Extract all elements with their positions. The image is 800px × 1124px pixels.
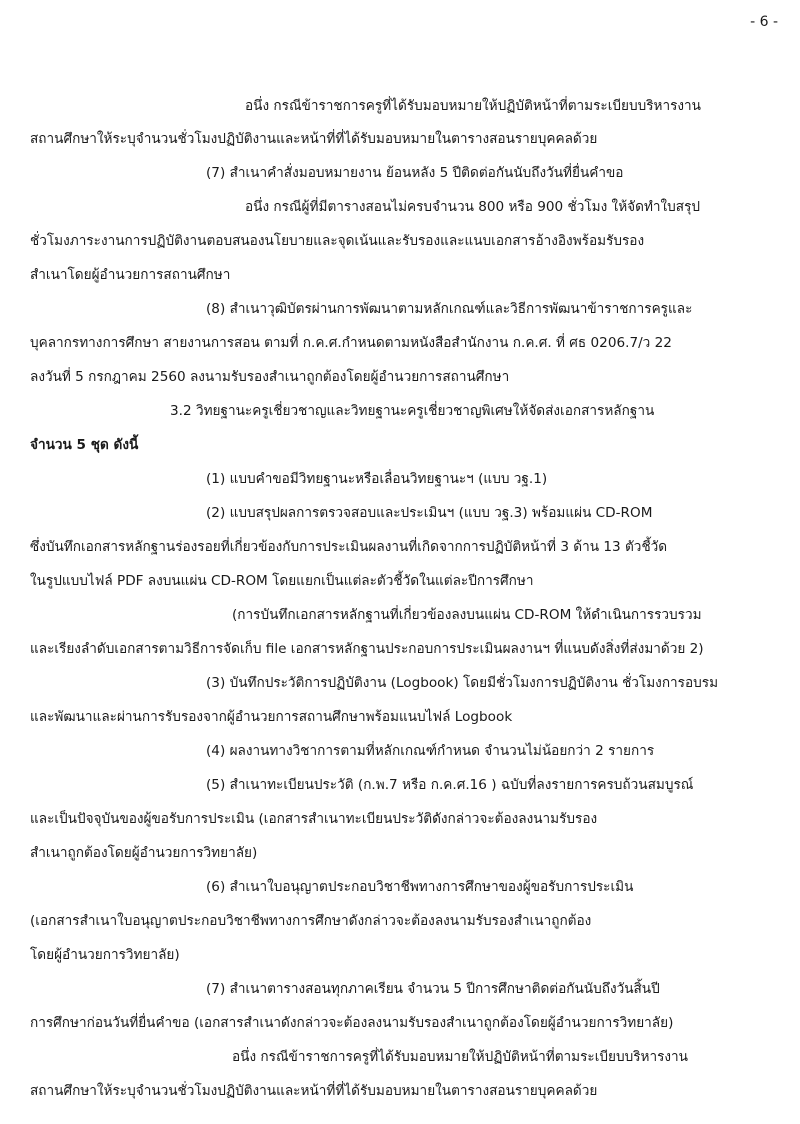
- paragraph-line: และเรียงลำดับเอกสารตามวิธีการจัดเก็บ file เอกสารหลักฐานประกอบการประเมินผลงานฯ ที่แนบดังสิ่งที่ส่งมาด้วย 2): [30, 641, 704, 657]
- page-number: - 6 -: [750, 14, 778, 30]
- paragraph-line: ลงวันที่ 5 กรกฎาคม 2560 ลงนามรับรองสำเนาถูกต้องโดยผู้อำนวยการสถานศึกษา: [30, 369, 510, 385]
- section-heading-line: จำนวน 5 ชุด ดังนี้: [30, 437, 139, 453]
- paragraph-line: ในรูปแบบไฟล์ PDF ลงบนแผ่น CD-ROM โดยแยกเป็นแต่ละตัวชี้วัดในแต่ละปีการศึกษา: [30, 573, 534, 589]
- paragraph-line: โดยผู้อำนวยการวิทยาลัย): [30, 947, 180, 963]
- paragraph-line: (การบันทึกเอกสารหลักฐานที่เกี่ยวข้องลงบนแผ่น CD-ROM ให้ดำเนินการรวบรวม: [232, 607, 702, 623]
- paragraph-line: และพัฒนาและผ่านการรับรองจากผู้อำนวยการสถานศึกษาพร้อมแนบไฟล์ Logbook: [30, 709, 513, 725]
- paragraph-line: (เอกสารสำเนาใบอนุญาตประกอบวิชาชีพทางการศึกษาดังกล่าวจะต้องลงนามรับรองสำเนาถูกต้อง: [30, 913, 592, 929]
- paragraph-line: ซึ่งบันทึกเอกสารหลักฐานร่องรอยที่เกี่ยวข้องกับการประเมินผลงานที่เกิดจากการปฏิบัติหน้าที่ 3 ด้าน 13 ตัวชี้วัด: [30, 539, 668, 555]
- paragraph-line: ชั่วโมงภาระงานการปฏิบัติงานตอบสนองนโยบายและจุดเน้นและรับรองและแนบเอกสารอ้างอิงพร้อมรับรอง: [30, 233, 645, 249]
- paragraph-line: สถานศึกษาให้ระบุจำนวนชั่วโมงปฏิบัติงานและหน้าที่ที่ได้รับมอบหมายในตารางสอนรายบุคคลด้วย: [30, 1083, 598, 1099]
- section-heading-line: 3.2 วิทยฐานะครูเชี่ยวชาญและวิทยฐานะครูเชี่ยวชาญพิเศษให้จัดส่งเอกสารหลักฐาน: [170, 403, 655, 419]
- list-item-line: (1) แบบคำขอมีวิทยฐานะหรือเลื่อนวิทยฐานะฯ (แบบ วฐ.1): [206, 471, 548, 487]
- list-item-line: (3) บันทึกประวัติการปฏิบัติงาน (Logbook) โดยมีชั่วโมงการปฏิบัติงาน ชั่วโมงการอบรม: [206, 675, 719, 691]
- paragraph-line: อนึ่ง กรณีข้าราชการครูที่ได้รับมอบหมายให้ปฏิบัติหน้าที่ตามระเบียบบริหารงาน: [232, 1049, 688, 1065]
- paragraph-line: สำเนาถูกต้องโดยผู้อำนวยการวิทยาลัย): [30, 845, 258, 861]
- list-item-line: (6) สำเนาใบอนุญาตประกอบวิชาชีพทางการศึกษาของผู้ขอรับการประเมิน: [206, 879, 634, 895]
- list-item-line: (5) สำเนาทะเบียนประวัติ (ก.พ.7 หรือ ก.ค.ศ.16 ) ฉบับที่ลงรายการครบถ้วนสมบูรณ์: [206, 777, 694, 793]
- paragraph-line: การศึกษาก่อนวันที่ยื่นคำขอ (เอกสารสำเนาดังกล่าวจะต้องลงนามรับรองสำเนาถูกต้องโดยผู้อำนวยการวิทยาลัย): [30, 1015, 674, 1031]
- paragraph-line: สำเนาโดยผู้อำนวยการสถานศึกษา: [30, 267, 231, 283]
- list-item-line: (4) ผลงานทางวิชาการตามที่หลักเกณฑ์กำหนด จำนวนไม่น้อยกว่า 2 รายการ: [206, 743, 655, 759]
- paragraph-line: อนึ่ง กรณีผู้ที่มีตารางสอนไม่ครบจำนวน 800 หรือ 900 ชั่วโมง ให้จัดทำใบสรุป: [245, 199, 701, 215]
- paragraph-line: และเป็นปัจจุบันของผู้ขอรับการประเมิน (เอกสารสำเนาทะเบียนประวัติดังกล่าวจะต้องลงนามรับรอง: [30, 811, 598, 827]
- list-item-line: (7) สำเนาคำสั่งมอบหมายงาน ย้อนหลัง 5 ปีติดต่อกันนับถึงวันที่ยื่นคำขอ: [206, 165, 624, 181]
- paragraph-line: อนึ่ง กรณีข้าราชการครูที่ได้รับมอบหมายให้ปฏิบัติหน้าที่ตามระเบียบบริหารงาน: [245, 98, 701, 114]
- list-item-line: (7) สำเนาตารางสอนทุกภาคเรียน จำนวน 5 ปีการศึกษาติดต่อกันนับถึงวันสิ้นปี: [206, 981, 660, 997]
- list-item-line: (2) แบบสรุปผลการตรวจสอบและประเมินฯ (แบบ วฐ.3) พร้อมแผ่น CD-ROM: [206, 505, 653, 521]
- paragraph-line: บุคลากรทางการศึกษา สายงานการสอน ตามที่ ก.ค.ศ.กำหนดตามหนังสือสำนักงาน ก.ค.ศ. ที่ ศธ 0206.7/ว 22: [30, 335, 672, 351]
- paragraph-line: สถานศึกษาให้ระบุจำนวนชั่วโมงปฏิบัติงานและหน้าที่ที่ได้รับมอบหมายในตารางสอนรายบุคคลด้วย: [30, 131, 598, 147]
- list-item-line: (8) สำเนาวุฒิบัตรผ่านการพัฒนาตามหลักเกณฑ์และวิธีการพัฒนาข้าราชการครูและ: [206, 301, 693, 317]
